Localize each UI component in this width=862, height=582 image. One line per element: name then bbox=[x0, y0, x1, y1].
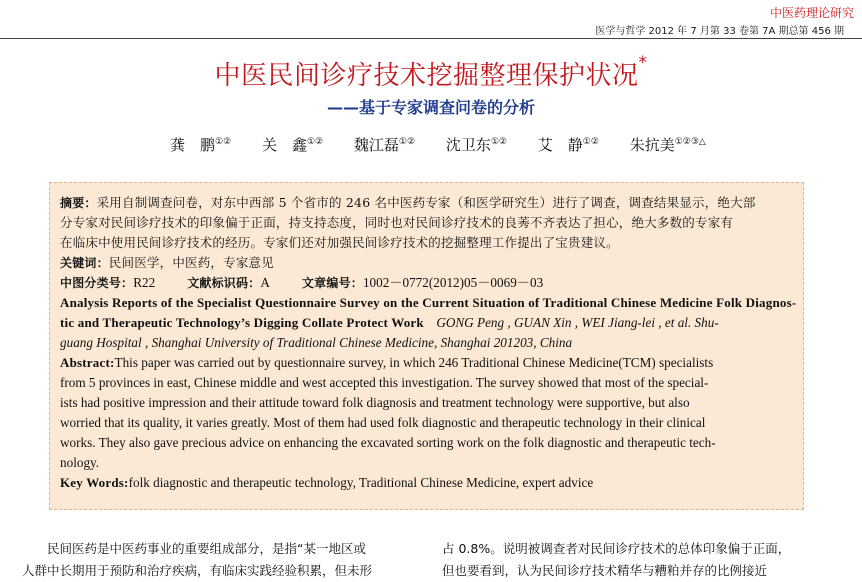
english-abstract-line: Abstract:This paper was carried out by questionnaire survey, in which 246 Traditional Chinese Medicine(TCM) specialists bbox=[60, 355, 714, 370]
english-abstract-line: works. They also gave precious advice on enhancing the excavated sorting work on the folk diagnostic and therapeutic tech- bbox=[60, 435, 716, 450]
english-authors: GONG Peng , GUAN Xin , WEI Jiang-lei , et al. Shu- bbox=[436, 315, 719, 330]
title-footnote-mark: * bbox=[638, 53, 648, 73]
author: 艾 静①② bbox=[537, 136, 599, 154]
english-abstract-line: from 5 provinces in east, Chinese middle and west accepted this investigation. The survey showed that most of the special- bbox=[60, 375, 709, 390]
english-title-line: Analysis Reports of the Specialist Questionnaire Survey on the Current Situation of Traditional Chinese Medicine Folk Diagnos- bbox=[60, 295, 797, 310]
english-abstract-line: worried that its quality, it varies greatly. Most of them had used folk diagnostic and therapeutic technology in their clinical bbox=[60, 415, 706, 430]
english-abstract-line: nology. bbox=[60, 455, 100, 470]
journal-info: 医学与哲学 2012 年 7 月第 33 卷第 7A 期总第 456 期 bbox=[595, 26, 844, 37]
body-line: 人群中长期用于预防和治疗疾病，有临床实践经验积累，但未形 bbox=[22, 563, 373, 578]
abstract-box bbox=[49, 182, 804, 510]
article-title bbox=[0, 55, 862, 92]
keywords-label: 关键词： bbox=[60, 256, 109, 270]
english-affiliation: guang Hospital , Shanghai University of Traditional Chinese Medicine, Shanghai 201203, China bbox=[60, 335, 573, 350]
english-keywords: Key Words:folk diagnostic and therapeutic technology, Traditional Chinese Medicine, expert advice bbox=[60, 475, 594, 490]
abstract-cn-line: 在临床中使用民间诊疗技术的经历。专家们还对加强民间诊疗技术的挖掘整理工作提出了宝贵建议。 bbox=[60, 235, 619, 250]
english-keywords-label: Key Words: bbox=[60, 475, 129, 490]
classification-row: 中图分类号：R22 文献标识码：A 文章编号：1002－0772(2012)05－0069－03 bbox=[60, 275, 544, 290]
english-abstract-line: ists had positive impression and their attitude toward folk diagnosis and treatment technology were supportive, but also bbox=[60, 395, 690, 410]
author: 龚 鹏①② bbox=[170, 136, 232, 154]
abstract-cn-line: 分专家对民间诊疗技术的印象偏于正面，持支持态度，同时也对民间诊疗技术的良莠不齐表达了担心，绝大多数的专家有 bbox=[60, 215, 734, 230]
section-tag: 中医药理论研究 bbox=[769, 6, 854, 20]
body-line: 民间医药是中医药事业的重要组成部分，是指“某一地区或 bbox=[22, 541, 366, 556]
author: 关 鑫①② bbox=[261, 136, 324, 154]
author: 魏江磊①② bbox=[353, 136, 416, 154]
author: 朱抗美①②③△ bbox=[629, 136, 706, 154]
author-list bbox=[170, 134, 732, 155]
body-line: 占 0.8%。说明被调查者对民间诊疗技术的总体印象偏于正面， bbox=[442, 541, 791, 556]
english-abstract-label: Abstract: bbox=[60, 355, 115, 370]
body-column-right bbox=[442, 538, 790, 582]
header-rule bbox=[0, 38, 862, 39]
abstract-cn-line: 摘要：采用自制调查问卷，对东中西部 5 个省市的 246 名中医药专家（和医学研究生）进行了调查，调查结果显示，绝大部 bbox=[60, 195, 756, 210]
body-column-left bbox=[22, 538, 372, 582]
english-title-line: tic and Therapeutic Technology’s Digging Collate Protect Work GONG Peng , GUAN Xin , WEI Jiang-lei , et al. Shu- bbox=[60, 315, 719, 330]
body-line: 但也要看到，认为民间诊疗技术精华与糟粕并存的比例接近 bbox=[442, 563, 768, 578]
abstract-label: 摘要： bbox=[60, 196, 97, 210]
author: 沈卫东①② bbox=[445, 136, 507, 154]
title-text: 中医民间诊疗技术挖掘整理保护状况 bbox=[214, 61, 639, 91]
article-subtitle: ——基于专家调查问卷的分析 bbox=[326, 98, 535, 117]
keywords-cn: 关键词：民间医学，中医药，专家意见 bbox=[60, 255, 274, 270]
